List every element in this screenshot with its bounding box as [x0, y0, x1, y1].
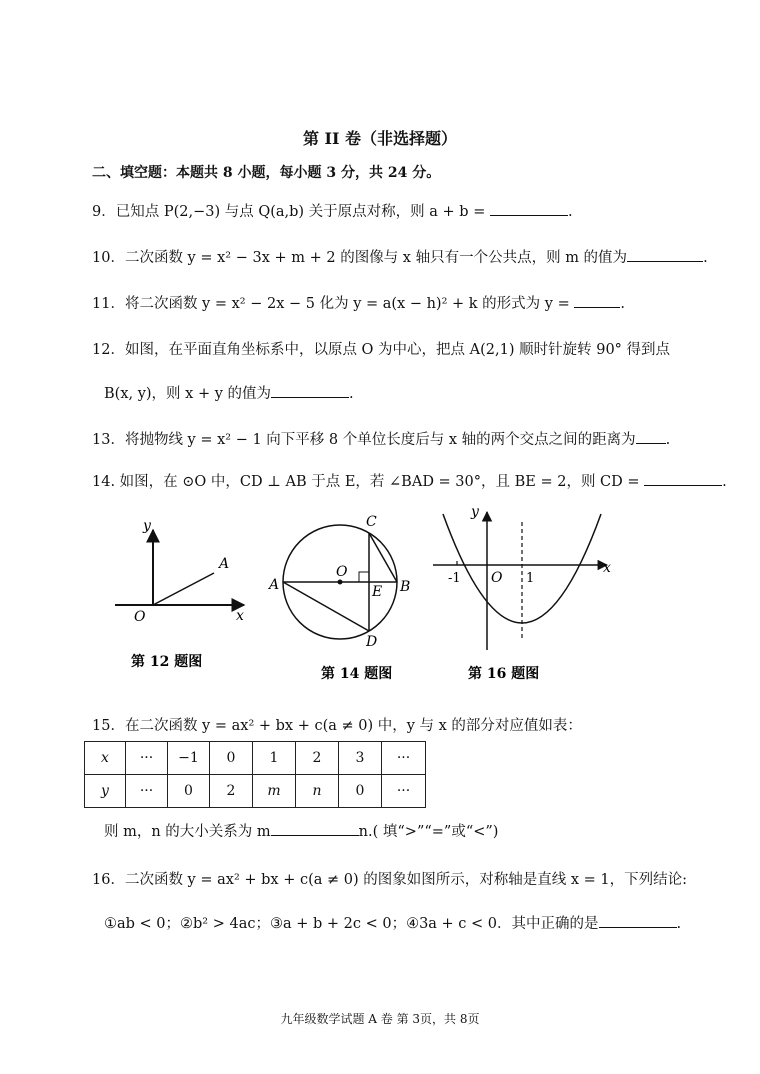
answer-blank [271, 821, 359, 836]
question-13 [92, 428, 670, 449]
x-label: x [603, 560, 611, 576]
question-16-text: ①ab < 0；②b² > 4ac；③a + b + 2c < 0；④3a + c < 0．其中正确的是 [104, 916, 599, 932]
point-b-label: B [400, 579, 411, 595]
y-label: y [471, 504, 479, 520]
answer-blank [644, 471, 722, 486]
table-cell: 0 [210, 742, 253, 775]
table-cell: 3 [339, 742, 382, 775]
figure-12-caption: 第 12 题图 [131, 654, 203, 670]
question-13-text: 13．将抛物线 y = x² − 1 向下平移 8 个单位长度后与 x 轴的两个交点之间的距离为 [92, 432, 636, 448]
answer-blank [490, 201, 568, 216]
table-cell: y [85, 775, 126, 808]
table-cell: ··· [382, 742, 426, 775]
question-15-followup-pre: 则 m，n 的大小关系为 m [104, 824, 271, 840]
question-15: 15．在二次函数 y = ax² + bx + c(a ≠ 0) 中，y 与 x 的部分对应值如表： [92, 718, 582, 734]
table-cell: 0 [339, 775, 382, 808]
question-12-line-1: 12．如图，在平面直角坐标系中，以原点 O 为中心，把点 A(2,1) 顺时针旋转 90° 得到点 [92, 342, 671, 358]
table-cell: m [253, 775, 296, 808]
point-o-label: O [336, 564, 348, 580]
period: . [567, 204, 573, 220]
point-a-label: A [219, 556, 230, 572]
question-11-text: 11．将二次函数 y = x² − 2x − 5 化为 y = a(x − h)² + k 的形式为 y = [92, 296, 575, 312]
table-cell: 1 [253, 742, 296, 775]
question-10 [92, 246, 708, 267]
figure-14-caption: 第 14 题图 [321, 666, 393, 682]
point-e-label: E [372, 584, 383, 600]
question-12-line-2 [104, 382, 354, 403]
question-16-line-1: 16．二次函数 y = ax² + bx + c(a ≠ 0) 的图象如图所示，对称轴是直线 x = 1，下列结论: [92, 872, 687, 888]
segment-cb [369, 533, 397, 582]
figures [0, 500, 760, 690]
question-16-line-2 [104, 912, 681, 933]
answer-blank [271, 383, 349, 398]
table-cell: 0 [168, 775, 210, 808]
table-cell: −1 [168, 742, 210, 775]
table-cell: ··· [382, 775, 426, 808]
question-9-text: 9．已知点 P(2,−3) 与点 Q(a,b) 关于原点对称，则 a + b = [92, 204, 490, 220]
period: . [665, 432, 671, 448]
period: . [620, 296, 625, 312]
question-10-text: 10．二次函数 y = x² − 3x + m + 2 的图像与 x 轴只有一个公共点，则 m 的值为 [92, 250, 628, 266]
point-a-label: A [269, 577, 280, 593]
point-d-label: D [366, 634, 378, 650]
section-heading: 二、填空题：本题共 8 小题，每小题 3 分，共 24 分。 [92, 165, 441, 181]
question-14-text: 14. 如图，在 ⊙O 中，CD ⊥ AB 于点 E，若 ∠BAD = 30°，且 BE = 2，则 CD = [92, 474, 645, 490]
origin-label: O [491, 570, 503, 586]
period: . [349, 386, 354, 402]
question-15-followup [104, 820, 498, 841]
segment-ad [283, 582, 369, 631]
answer-blank [636, 429, 666, 444]
right-angle-mark [359, 572, 369, 582]
x-label: x [236, 608, 244, 624]
value-table [84, 741, 426, 808]
table-cell: 2 [210, 775, 253, 808]
origin-label: O [134, 609, 146, 625]
figure-12 [115, 518, 244, 625]
question-11 [92, 292, 625, 313]
segment-oa [153, 573, 214, 605]
tick-label-neg1: -1 [448, 571, 461, 586]
figure-14 [267, 514, 410, 650]
page-footer: 九年级数学试题 A 卷 第 3页，共 8页 [280, 1012, 480, 1026]
table-row [85, 742, 426, 775]
answer-blank [627, 247, 703, 262]
figure-16 [433, 504, 611, 650]
table-row [85, 775, 426, 808]
table-cell: n [296, 775, 339, 808]
point-c-label: C [366, 514, 377, 530]
center-point [338, 580, 343, 585]
question-9 [92, 200, 573, 221]
table-cell: ··· [126, 742, 168, 775]
period: . [722, 474, 727, 490]
period: . [676, 916, 682, 932]
table-cell: 2 [296, 742, 339, 775]
answer-blank [574, 293, 620, 308]
period: . [703, 250, 708, 266]
answer-blank [599, 913, 677, 928]
y-label: y [143, 518, 151, 534]
question-15-followup-post: n.( 填“>”“=”或“<”) [358, 824, 499, 840]
tick-label-1: 1 [526, 571, 535, 586]
question-12-text: B(x, y)，则 x + y 的值为 [104, 386, 272, 402]
table-cell: x [85, 742, 126, 775]
page-title: 第 II 卷（非选择题） [302, 129, 458, 148]
question-14 [92, 470, 727, 491]
table-cell: ··· [126, 775, 168, 808]
figure-16-caption: 第 16 题图 [468, 666, 540, 682]
